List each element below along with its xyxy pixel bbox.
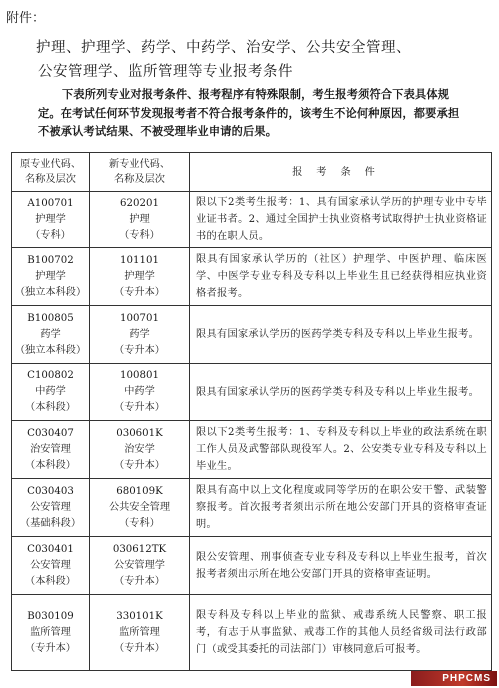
document-title-line-2: 公安管理学、监所管理等专业报考条件	[38, 64, 293, 80]
table-row	[12, 248, 492, 306]
table-header-row	[12, 153, 492, 192]
table-row	[12, 306, 492, 364]
new-major-cell: 680109K 公共安全管理 （专科）	[90, 479, 190, 537]
header-old-major: 原专业代码、 名称及层次	[12, 153, 90, 192]
condition-cell: 限具有国家承认学历的（社区）护理学、中医护理、临床医学、中医学专业专科及专科以上毕业生且已经获得相应执业资格者报考。	[190, 248, 492, 306]
header-conditions: 报考条件	[190, 153, 492, 192]
condition-cell: 限具有高中以上文化程度或同等学历的在职公安干警、武装警察报考。首次报考者须出示所在地公安部门开具的资格审查证明。	[190, 479, 492, 537]
condition-cell: 限以下2类考生报考：1、专科及专科以上毕业的政法系统在职工作人员及武警部队现役军人。2、公安类专业专科及专科以上毕业生。	[190, 421, 492, 479]
condition-cell: 限具有国家承认学历的医药学类专科及专科以上毕业生报考。	[190, 306, 492, 364]
requirements-table	[11, 152, 492, 671]
condition-cell: 限具有国家承认学历的医药学类专科及专科以上毕业生报考。	[190, 364, 492, 421]
new-major-cell: 100801 中药学 （专升本）	[90, 364, 190, 421]
old-major-cell: B100702 护理学 （独立本科段）	[12, 248, 90, 306]
old-major-cell: C030401 公安管理 （本科段）	[12, 537, 90, 595]
table-row	[12, 595, 492, 671]
site-watermark: PHPCMS	[411, 671, 497, 686]
old-major-cell: B030109 监所管理 （专升本）	[12, 595, 90, 671]
new-major-cell: 030612TK 公安管理学 （专升本）	[90, 537, 190, 595]
new-major-cell: 101101 护理学 （专升本）	[90, 248, 190, 306]
old-major-cell: C100802 中药学 （本科段）	[12, 364, 90, 421]
old-major-cell: C030403 公安管理 （基础科段）	[12, 479, 90, 537]
header-new-major: 新专业代码、 名称及层次	[90, 153, 190, 192]
new-major-cell: 330101K 监所管理 （专升本）	[90, 595, 190, 671]
table-row	[12, 537, 492, 595]
attachment-label: 附件：	[6, 11, 46, 26]
table-row	[12, 364, 492, 421]
new-major-cell: 100701 药学 （专升本）	[90, 306, 190, 364]
table-row	[12, 421, 492, 479]
condition-cell: 限公安管理、刑事侦查专业专科及专科以上毕业生报考，首次报考者须出示所在地公安部门开具的资格审查证明。	[190, 537, 492, 595]
old-major-cell: C030407 治安管理 （本科段）	[12, 421, 90, 479]
new-major-cell: 030601K 治安学 （专升本）	[90, 421, 190, 479]
table-row	[12, 192, 492, 248]
old-major-cell: A100701 护理学 （专科）	[12, 192, 90, 248]
new-major-cell: 620201 护理 （专科）	[90, 192, 190, 248]
table-row	[12, 479, 492, 537]
condition-cell: 限专科及专科以上毕业的监狱、戒毒系统人民警察、职工报考，有志于从事监狱、戒毒工作的其他人员经省级司法行政部门（或受其委托的司法部门）审核同意后可报考。	[190, 595, 492, 671]
old-major-cell: B100805 药学 （独立本科段）	[12, 306, 90, 364]
intro-paragraph: 下表所列专业对报考条件、报考程序有特殊限制，考生报考须符合下表具体规定。在考试任何环节发现报考者不符合报考条件的，该考生不论何种原因，都要承担不被承认考试结果、不被受理毕业申请的后果。	[38, 87, 460, 138]
document-title-line-1: 护理、护理学、药学、中药学、治安学、公共安全管理、	[36, 40, 411, 56]
condition-cell: 限以下2类考生报考：1、具有国家承认学历的护理专业中专毕业证书者。2、通过全国护士执业资格考试取得护士执业资格证书的在职人员。	[190, 192, 492, 248]
